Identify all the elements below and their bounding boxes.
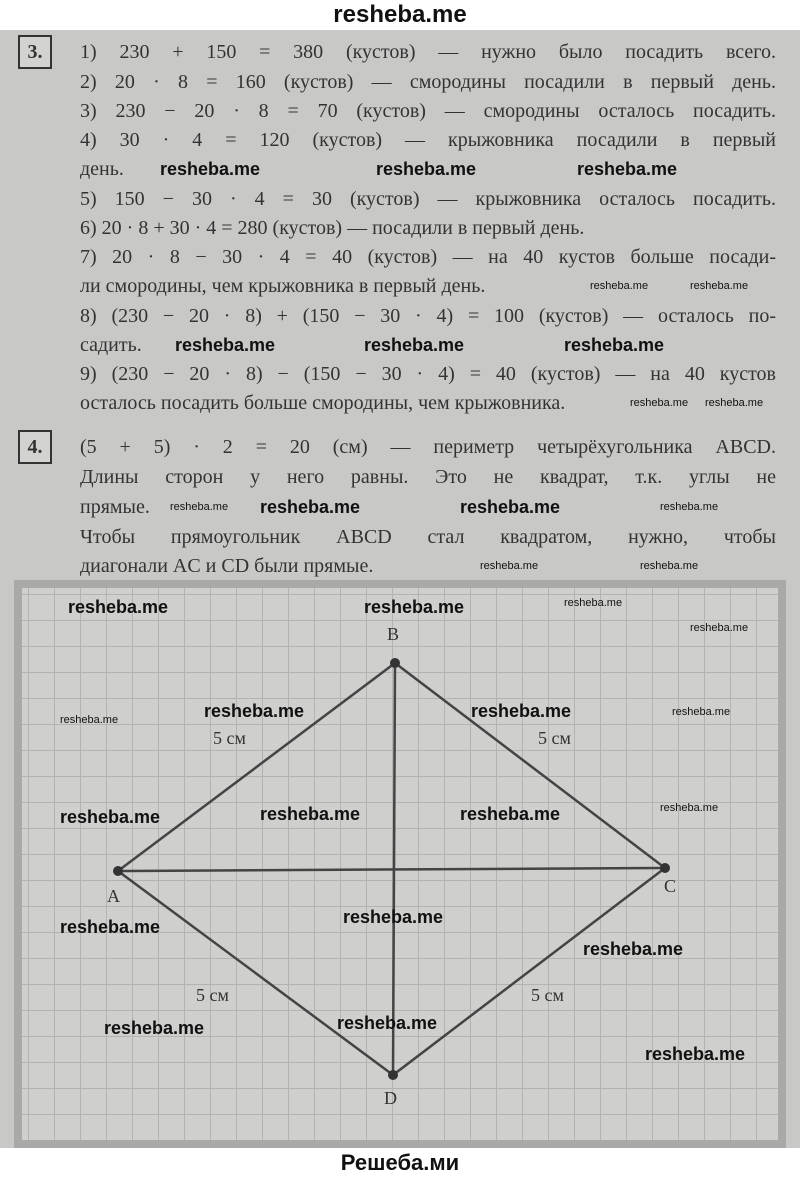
task3-line: 9) (230 − 20 · 8) − (150 − 30 · 4) = 40 (кустов) — на 40 кустов bbox=[80, 363, 776, 385]
task3-line: 5) 150 − 30 · 4 = 30 (кустов) — крыжовника осталось посадить. bbox=[80, 188, 776, 210]
watermark: resheba.me bbox=[672, 706, 731, 718]
watermark: resheba.me bbox=[364, 597, 465, 617]
watermark: resheba.me bbox=[590, 280, 649, 292]
site-footer: Решеба.ми bbox=[0, 1148, 800, 1178]
watermark: resheba.me bbox=[160, 159, 261, 179]
task3-line: 2) 20 · 8 = 160 (кустов) — смородины посадили в первый день. bbox=[80, 71, 776, 93]
point-a bbox=[113, 866, 123, 876]
task3-line: 3) 230 − 20 · 8 = 70 (кустов) — смородины осталось посадить. bbox=[80, 100, 776, 122]
watermark: resheba.me bbox=[204, 701, 305, 721]
watermark: resheba.me bbox=[577, 159, 678, 179]
watermark: resheba.me bbox=[60, 917, 161, 937]
task3-line: 1) 230 + 150 = 380 (кустов) — нужно было посадить всего. bbox=[80, 41, 776, 63]
task3-line: 8) (230 − 20 · 8) + (150 − 30 · 4) = 100 (кустов) — осталось по- bbox=[80, 305, 776, 327]
watermark: resheba.me bbox=[68, 597, 169, 617]
label-point-d: D bbox=[384, 1088, 397, 1108]
task3-line: 7) 20 · 8 − 30 · 4 = 40 (кустов) — на 40 кустов больше посади- bbox=[80, 246, 776, 268]
watermark: resheba.me bbox=[460, 804, 561, 824]
watermark: resheba.me bbox=[337, 1013, 438, 1033]
task3-line: садить. bbox=[80, 334, 142, 356]
watermark: resheba.me bbox=[583, 939, 684, 959]
task4-line: (5 + 5) · 2 = 20 (см) — периметр четырёхугольника ABCD. bbox=[80, 436, 776, 458]
watermark: resheba.me bbox=[480, 560, 539, 572]
side-label-bc: 5 см bbox=[538, 728, 571, 748]
side-label-ab: 5 см bbox=[213, 728, 246, 748]
label-point-a: A bbox=[107, 886, 120, 906]
watermark: resheba.me bbox=[690, 622, 749, 634]
task-number-4: 4. bbox=[18, 430, 52, 464]
watermark: resheba.me bbox=[471, 701, 572, 721]
site-header: resheba.me bbox=[0, 0, 800, 30]
watermark: resheba.me bbox=[640, 560, 699, 572]
watermark: resheba.me bbox=[260, 497, 361, 517]
watermark: resheba.me bbox=[705, 397, 764, 409]
task-number-3: 3. bbox=[18, 35, 52, 69]
watermark: resheba.me bbox=[343, 907, 444, 927]
watermark: resheba.me bbox=[630, 397, 689, 409]
watermark: resheba.me bbox=[660, 802, 719, 814]
diagonal-ac bbox=[118, 868, 665, 871]
task3-line: 4) 30 · 4 = 120 (кустов) — крыжовника посадили в первый bbox=[80, 129, 776, 151]
task3-line: ли смородины, чем крыжовника в первый день. bbox=[80, 275, 486, 297]
point-c bbox=[660, 863, 670, 873]
task4-line: прямые. bbox=[80, 496, 150, 518]
point-d bbox=[388, 1070, 398, 1080]
watermark: resheba.me bbox=[645, 1044, 746, 1064]
watermark: resheba.me bbox=[170, 501, 229, 513]
watermark: resheba.me bbox=[690, 280, 749, 292]
point-b bbox=[390, 658, 400, 668]
label-point-c: C bbox=[664, 876, 677, 896]
watermark: resheba.me bbox=[175, 335, 276, 355]
task3-line: день. bbox=[80, 158, 124, 180]
watermark: resheba.me bbox=[60, 714, 119, 726]
watermark: resheba.me bbox=[104, 1018, 205, 1038]
side-label-cd: 5 см bbox=[531, 985, 564, 1005]
watermark: resheba.me bbox=[660, 501, 719, 513]
watermark: resheba.me bbox=[60, 807, 161, 827]
watermark: resheba.me bbox=[364, 335, 465, 355]
side-label-ad: 5 см bbox=[196, 985, 229, 1005]
watermark: resheba.me bbox=[564, 597, 623, 609]
task4-line: Чтобы прямоугольник ABCD стал квадратом, нужно, чтобы bbox=[80, 526, 776, 548]
watermark: resheba.me bbox=[564, 335, 665, 355]
task4-line: диагонали AC и CD были прямые. bbox=[80, 555, 374, 577]
task3-line: осталось посадить больше смородины, чем крыжовника. bbox=[80, 392, 566, 414]
watermark: resheba.me bbox=[460, 497, 561, 517]
watermark: resheba.me bbox=[260, 804, 361, 824]
watermark: resheba.me bbox=[376, 159, 477, 179]
task3-line: 6) 20 · 8 + 30 · 4 = 280 (кустов) — посадили в первый день. bbox=[80, 217, 585, 239]
task4-line: Длины сторон у него равны. Это не квадрат, т.к. углы не bbox=[80, 466, 776, 488]
label-point-b: B bbox=[387, 624, 400, 644]
